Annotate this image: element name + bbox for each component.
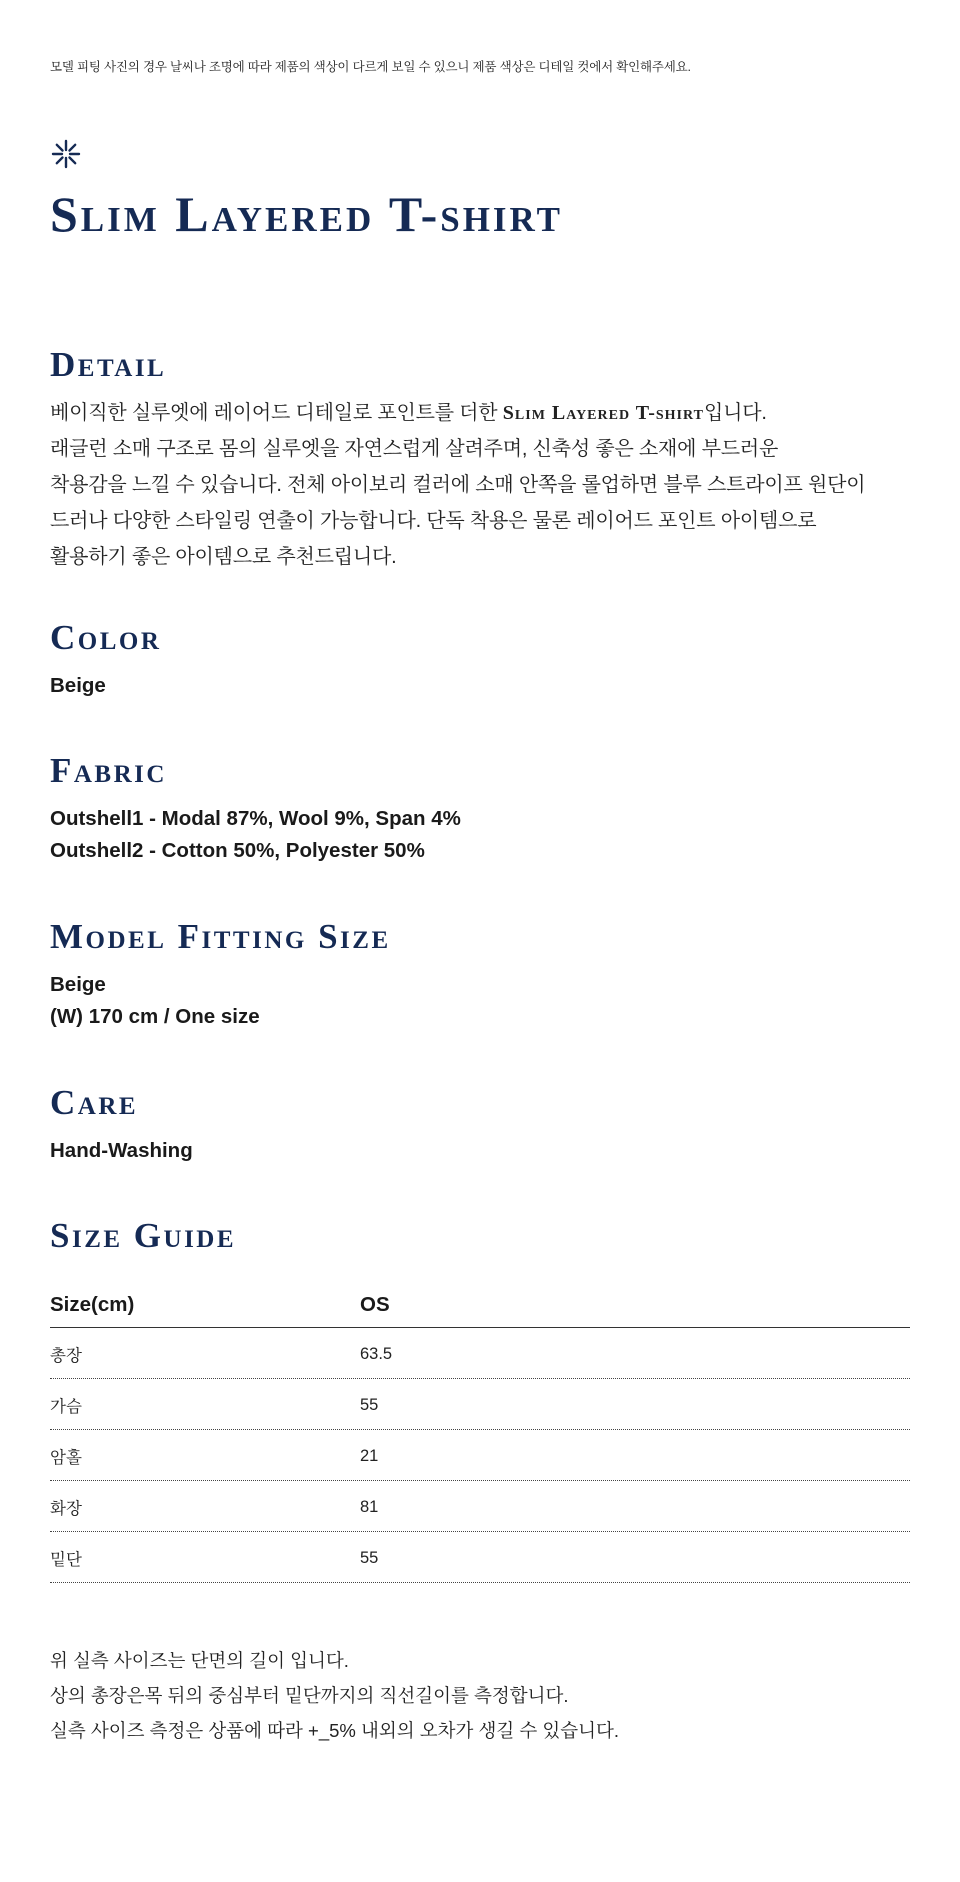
- os-column-header: OS: [360, 1293, 390, 1316]
- detail-line: 착용감을 느낄 수 있습니다. 전체 아이보리 컬러에 소매 안쪽을 롤업하면 블루 스트라이프 원단이: [50, 474, 866, 496]
- model-fitting-line: Beige: [50, 973, 106, 996]
- model-fitting-line: (W) 170 cm / One size: [50, 1005, 260, 1028]
- product-title: Slim Layered T-shirt: [50, 186, 563, 242]
- fabric-heading: Fabric: [50, 751, 167, 790]
- table-row: [50, 1379, 910, 1430]
- fabric-line: Outshell1 - Modal 87%, Wool 9%, Span 4%: [50, 807, 461, 830]
- measure-label: 암홀: [50, 1449, 82, 1467]
- detail-line-text: 베이직한 실루엣에 레이어드 디테일로 포인트를 더한: [50, 402, 503, 424]
- color-heading: Color: [50, 618, 162, 657]
- model-fitting-heading: Model Fitting Size: [50, 917, 391, 956]
- detail-heading: Detail: [50, 345, 167, 384]
- measure-value: 63.5: [360, 1344, 393, 1363]
- detail-description: [50, 395, 865, 575]
- measure-label: 총장: [50, 1347, 82, 1365]
- table-row: [50, 1481, 910, 1532]
- size-footnotes: [50, 1643, 619, 1748]
- measure-label: 밑단: [50, 1551, 82, 1569]
- color-notice: 모델 피팅 사진의 경우 날씨나 조명에 따라 제품의 색상이 다르게 보일 수 있으니 제품 색상은 디테일 컷에서 확인해주세요.: [50, 60, 691, 74]
- table-row: [50, 1532, 910, 1583]
- detail-line: 드러나 다양한 스타일링 연출이 가능합니다. 단독 착용은 물론 레이어드 포인트 아이템으로: [50, 510, 817, 532]
- table-row: [50, 1430, 910, 1481]
- size-column-header: Size(cm): [50, 1293, 135, 1316]
- table-row: [50, 1328, 910, 1379]
- measure-value: 81: [360, 1497, 379, 1516]
- footnote-line: 위 실측 사이즈는 단면의 길이 입니다.: [50, 1650, 349, 1671]
- measure-value: 21: [360, 1446, 379, 1465]
- size-table: [50, 1281, 910, 1583]
- detail-product-name: Slim Layered T-shirt: [502, 402, 704, 424]
- footnote-line: 실측 사이즈 측정은 상품에 따라 +_5% 내외의 오차가 생길 수 있습니다.: [50, 1720, 620, 1741]
- detail-line: 래글런 소매 구조로 몸의 실루엣을 자연스럽게 살려주며, 신축성 좋은 소재에 부드러운: [50, 438, 779, 460]
- fabric-composition: [50, 803, 461, 867]
- detail-line-text: 입니다.: [703, 402, 767, 424]
- measure-value: 55: [360, 1395, 379, 1414]
- care-value: Hand-Washing: [50, 1139, 193, 1162]
- model-fitting-info: [50, 969, 260, 1033]
- fabric-line: Outshell2 - Cotton 50%, Polyester 50%: [50, 839, 425, 862]
- measure-value: 55: [360, 1548, 379, 1567]
- detail-line: [50, 395, 865, 431]
- detail-line: 활용하기 좋은 아이템으로 추천드립니다.: [50, 546, 397, 568]
- measure-label: 가슴: [50, 1398, 82, 1416]
- size-guide-heading: Size Guide: [50, 1216, 237, 1255]
- care-heading: Care: [50, 1083, 139, 1122]
- footnote-line: 상의 총장은목 뒤의 중심부터 밑단까지의 직선길이를 측정합니다.: [50, 1685, 569, 1706]
- color-value: Beige: [50, 674, 106, 697]
- size-table-header: [50, 1281, 910, 1328]
- asterisk-snowflake-icon: [50, 138, 82, 170]
- measure-label: 화장: [50, 1500, 82, 1518]
